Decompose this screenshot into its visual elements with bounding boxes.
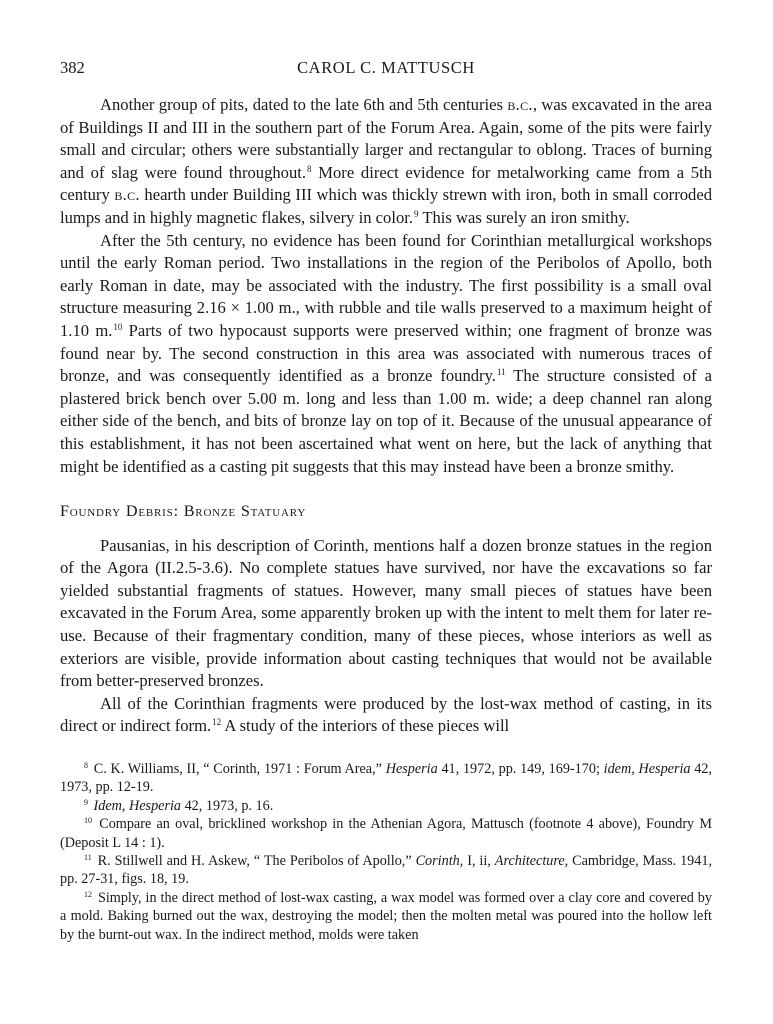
text-run: Another group of pits, dated to the late 6th and 5th centuries	[100, 95, 508, 114]
italic-text: Hesperia	[385, 761, 438, 778]
footnote-marker: 8	[307, 163, 312, 174]
text-run: All of the Corinthian fragments were produced by the lost-wax method of casting, in its direct or indirect form.	[60, 693, 712, 736]
page-number: 382	[60, 58, 85, 77]
italic-text: Architecture,	[494, 853, 569, 870]
footnote	[60, 760, 712, 797]
text-run: Compare an oval, bricklined workshop in the Athenian Agora, Mattusch (footnote 4 above), Foundry M (Deposit L 14 : 1).	[60, 816, 712, 851]
page-header	[60, 58, 712, 80]
italic-text: Corinth,	[415, 853, 464, 870]
text-run: Cambridge, Mass. 1941, pp. 27-31, figs. 18, 19.	[60, 853, 713, 888]
footnote-marker: 12	[212, 717, 222, 728]
paragraph	[60, 693, 712, 738]
text-run: A study of the interiors of these pieces will	[221, 716, 510, 736]
footnote-marker: 10	[113, 321, 123, 332]
footnote-marker: 11	[496, 367, 506, 378]
text-run: R. Stillwell and H. Askew, “ The Peribolos of Apollo,”	[93, 853, 416, 870]
text-run: , was excavated in the area of Buildings II and III in the southern part of the Forum Area. Again, some of the pits were fairly small and circular; others were substantially larger and rectangular to oblong. Traces of burning and of slag were found throughout.	[60, 95, 712, 182]
body-text	[60, 94, 712, 738]
paragraph	[60, 535, 712, 693]
footnote	[60, 815, 712, 852]
text-run: 41, 1972, pp. 149, 169-170;	[437, 761, 604, 778]
text-run: I, ii,	[463, 853, 495, 870]
italic-text: Idem, Hesperia	[93, 797, 182, 814]
footnotes	[60, 760, 712, 944]
footnote-marker: 8	[84, 761, 88, 771]
small-caps-text: b.c.	[114, 185, 140, 205]
footnote-marker: 9	[84, 797, 88, 807]
text-run: Parts of two hypocaust supports were preserved within; one fragment of bronze was found near by. The second construction in this area was associated with numerous traces of bronze, and was consequently identified as a bronze foundry.	[60, 320, 712, 386]
text-run: After the 5th century, no evidence has been found for Corinthian metallurgical workshops until the early Roman period. Two installations in the region of the Peribolos of Apollo, both early Roman in date, may be associated with the industry. The first possibility is a small oval structure measuring 2.16 × 1.00 m., with rubble and tile walls preserved to a maximum height of 1.10 m.	[60, 230, 712, 340]
page	[60, 58, 712, 944]
footnote-marker: 10	[84, 816, 92, 826]
text-run: More direct evidence for metalworking came from a 5th century	[60, 162, 712, 205]
footnote	[60, 852, 712, 889]
text-run: The structure consisted of a plastered brick bench over 5.00 m. long and less than 1.00 m. wide; a deep channel ran along either side of the bench, and bits of bronze lay on top of it. Because of the unusual appearance of this establishment, it has not been ascertained what went on here, but the lack of anything that might be identified as a casting pit suggests that this may instead have been a bronze smithy.	[60, 366, 712, 476]
text-run: 42, 1973, p. 16.	[181, 797, 274, 814]
small-caps-text: b.c.	[507, 95, 533, 114]
text-run: 42, 1973, pp. 12-19.	[60, 761, 713, 796]
footnote-marker: 9	[414, 208, 419, 219]
footnote	[60, 797, 712, 815]
text-run: Simply, in the direct method of lost-wax casting, a wax model was formed over a clay core and covered by a mold. Baking burned out the wax, destroying the model; then the molten metal was poured into the hollow left by the burnt-out wax. In the indirect method, molds were taken	[60, 889, 712, 943]
footnote-marker: 11	[84, 853, 92, 863]
text-run: hearth under Building III which was thickly strewn with iron, both in small corroded lumps and in highly magnetic flakes, silvery in color.	[60, 185, 712, 227]
section-heading: Foundry Debris: Bronze Statuary	[60, 502, 307, 521]
text-run: C. K. Williams, II, “ Corinth, 1971 : Forum Area,”	[90, 761, 386, 778]
paragraph	[60, 230, 712, 479]
italic-text: idem, Hesperia	[603, 761, 691, 778]
running-head: CAROL C. MATTUSCH	[297, 58, 475, 77]
footnote	[60, 889, 712, 944]
paragraph	[60, 94, 712, 230]
text-run: Pausanias, in his description of Corinth, mentions half a dozen bronze statues in the region of the Agora (II.2.5-3.6). No complete statues have survived, nor have the excavations so far yielded substantial fragments of statues. However, many small pieces of statues have been excavated in the Forum Area, some apparently broken up with the intent to melt them for later re-use. Because of their fragmentary condition, many of these pieces, whose interiors as well as exteriors are visible, provide information about casting techniques that would not be available from better-preserved bronzes.	[60, 535, 712, 691]
footnote-marker: 12	[84, 889, 92, 899]
text-run: This was surely an iron smithy.	[418, 207, 630, 227]
